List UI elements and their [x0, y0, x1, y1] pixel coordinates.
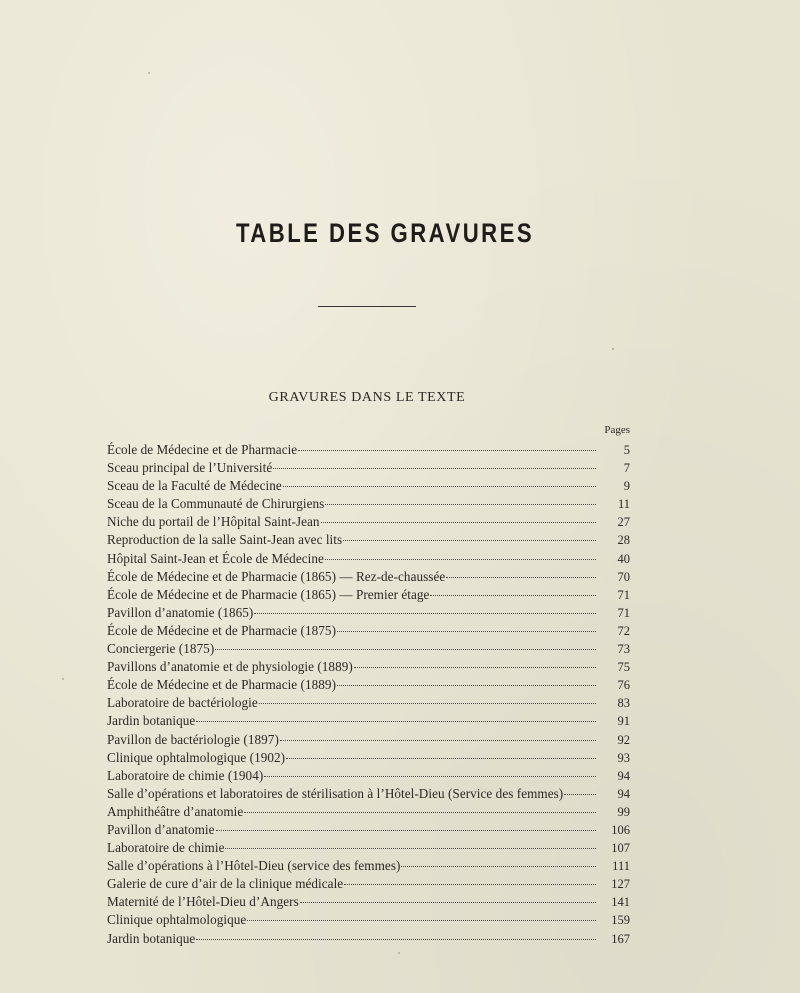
- entry-page-number: 70: [617, 569, 630, 584]
- list-item: [107, 441, 630, 459]
- dot-leader: [225, 848, 596, 849]
- entry-page-number: 73: [617, 642, 630, 657]
- list-item: [107, 604, 630, 622]
- list-item: [107, 568, 630, 586]
- entry-page-number: 28: [617, 533, 630, 548]
- entry-title: Amphithéâtre d’anatomie: [107, 803, 244, 819]
- list-item: [107, 875, 630, 893]
- entry-page-number: 76: [617, 678, 630, 693]
- entry-page-number: 107: [611, 841, 630, 856]
- list-item: [107, 930, 630, 948]
- entry-page-number: 83: [617, 696, 630, 711]
- entry-page-number: 72: [617, 623, 630, 638]
- dot-leader: [446, 577, 596, 578]
- dot-leader: [280, 740, 596, 741]
- list-item: [107, 676, 630, 694]
- entry-page-number: 99: [617, 804, 630, 819]
- entry-title: Maternité de l’Hôtel-Dieu d’Angers: [107, 894, 299, 910]
- entry-page-number: 11: [617, 497, 630, 512]
- paper-speck: [148, 72, 150, 74]
- entry-title: Hôpital Saint-Jean et École de Médecine: [107, 550, 324, 566]
- dot-leader: [343, 540, 596, 541]
- entry-title: Galerie de cure d’air de la clinique médicale: [107, 876, 344, 892]
- entry-title: Salle d’opérations à l’Hôtel-Dieu (service des femmes): [107, 858, 401, 874]
- dot-leader: [564, 794, 596, 795]
- dot-leader: [401, 866, 596, 867]
- list-item: [107, 658, 630, 676]
- entry-page-number: 9: [623, 479, 630, 494]
- list-item: [107, 839, 630, 857]
- list-item: [107, 459, 630, 477]
- list-item: [107, 767, 630, 785]
- list-item: [107, 495, 630, 513]
- list-item: [107, 550, 630, 568]
- entry-page-number: 127: [611, 877, 630, 892]
- entry-page-number: 5: [623, 443, 630, 457]
- entry-title: Pavillon de bactériologie (1897): [107, 731, 279, 747]
- entry-page-number: 106: [611, 822, 630, 837]
- dot-leader: [430, 595, 596, 596]
- entry-title: Niche du portail de l’Hôpital Saint-Jean: [107, 514, 320, 530]
- entry-title: Jardin botanique: [107, 930, 196, 946]
- pages-column-label: Pages: [604, 424, 630, 436]
- dot-leader: [344, 884, 596, 885]
- entry-title: Clinique ophtalmologique (1902): [107, 749, 286, 765]
- list-item: [107, 785, 630, 803]
- list-item: [107, 749, 630, 767]
- dot-leader: [244, 812, 596, 813]
- dot-leader: [215, 649, 596, 650]
- engravings-list: [107, 441, 630, 948]
- list-item: [107, 513, 630, 531]
- list-item: [107, 477, 630, 495]
- entry-page-number: 111: [612, 859, 630, 874]
- list-item: [107, 821, 630, 839]
- entry-title: Sceau principal de l’Université: [107, 460, 273, 476]
- list-item: [107, 622, 630, 640]
- list-item: [107, 531, 630, 549]
- dot-leader: [337, 685, 596, 686]
- dot-leader: [273, 468, 596, 469]
- list-item: [107, 911, 630, 929]
- dot-leader: [196, 721, 596, 722]
- entry-page-number: 94: [617, 768, 630, 783]
- dot-leader: [325, 504, 596, 505]
- list-item: [107, 893, 630, 911]
- entry-page-number: 141: [611, 895, 630, 910]
- paper-speck: [398, 952, 400, 954]
- entry-title: Laboratoire de chimie (1904): [107, 767, 264, 783]
- entry-title: Sceau de la Faculté de Médecine: [107, 478, 282, 494]
- paper-speck: [612, 348, 614, 350]
- entry-title: Jardin botanique: [107, 713, 196, 729]
- entry-page-number: 71: [617, 587, 630, 602]
- entry-page-number: 92: [617, 732, 630, 747]
- entry-title: Sceau de la Communauté de Chirurgiens: [107, 496, 325, 512]
- paper-speck: [62, 678, 64, 680]
- entry-title: École de Médecine et de Pharmacie (1889): [107, 677, 337, 693]
- entry-title: École de Médecine et de Pharmacie (1875): [107, 622, 337, 638]
- list-item: [107, 586, 630, 604]
- list-item: [107, 731, 630, 749]
- list-item: [107, 640, 630, 658]
- entry-title: Laboratoire de chimie: [107, 840, 225, 856]
- section-heading: GRAVURES DANS LE TEXTE: [268, 390, 466, 405]
- entry-title: École de Médecine et de Pharmacie (1865) — Rez-de-chaussée: [107, 568, 446, 584]
- entry-title: Pavillon d’anatomie (1865): [107, 604, 254, 620]
- list-item: [107, 694, 630, 712]
- dot-leader: [300, 902, 596, 903]
- entry-title: Clinique ophtalmologique: [107, 912, 247, 928]
- list-item: [107, 803, 630, 821]
- dot-leader: [298, 450, 596, 451]
- page-title: TABLE DES GRAVURES: [235, 218, 535, 248]
- entry-page-number: 40: [617, 551, 630, 566]
- entry-page-number: 75: [617, 660, 630, 675]
- entry-page-number: 27: [617, 515, 630, 530]
- entry-page-number: 7: [623, 461, 630, 476]
- title-divider: [318, 306, 416, 307]
- entry-page-number: 71: [617, 605, 630, 620]
- dot-leader: [283, 486, 596, 487]
- entry-title: Pavillon d’anatomie: [107, 821, 215, 837]
- entry-title: Pavillons d’anatomie et de physiologie (1889): [107, 659, 353, 675]
- dot-leader: [254, 613, 596, 614]
- dot-leader: [196, 939, 596, 940]
- dot-leader: [321, 522, 596, 523]
- dot-leader: [216, 830, 596, 831]
- dot-leader: [259, 703, 596, 704]
- entry-title: Laboratoire de bactériologie: [107, 695, 258, 711]
- entry-title: Conciergerie (1875): [107, 641, 215, 657]
- entry-title: Salle d’opérations et laboratoires de stérilisation à l’Hôtel-Dieu (Service des femmes): [107, 785, 564, 801]
- list-item: [107, 712, 630, 730]
- dot-leader: [354, 667, 596, 668]
- entry-page-number: 159: [611, 913, 630, 928]
- entry-page-number: 93: [617, 750, 630, 765]
- dot-leader: [325, 559, 596, 560]
- list-item: [107, 857, 630, 875]
- entry-title: École de Médecine et de Pharmacie: [107, 442, 298, 457]
- entry-page-number: 167: [611, 931, 630, 946]
- entry-title: École de Médecine et de Pharmacie (1865) — Premier étage: [107, 586, 430, 602]
- dot-leader: [337, 631, 596, 632]
- entry-title: Reproduction de la salle Saint-Jean avec lits: [107, 532, 343, 548]
- entry-page-number: 91: [617, 714, 630, 729]
- dot-leader: [264, 776, 596, 777]
- dot-leader: [247, 920, 596, 921]
- entry-page-number: 94: [617, 786, 630, 801]
- dot-leader: [286, 758, 596, 759]
